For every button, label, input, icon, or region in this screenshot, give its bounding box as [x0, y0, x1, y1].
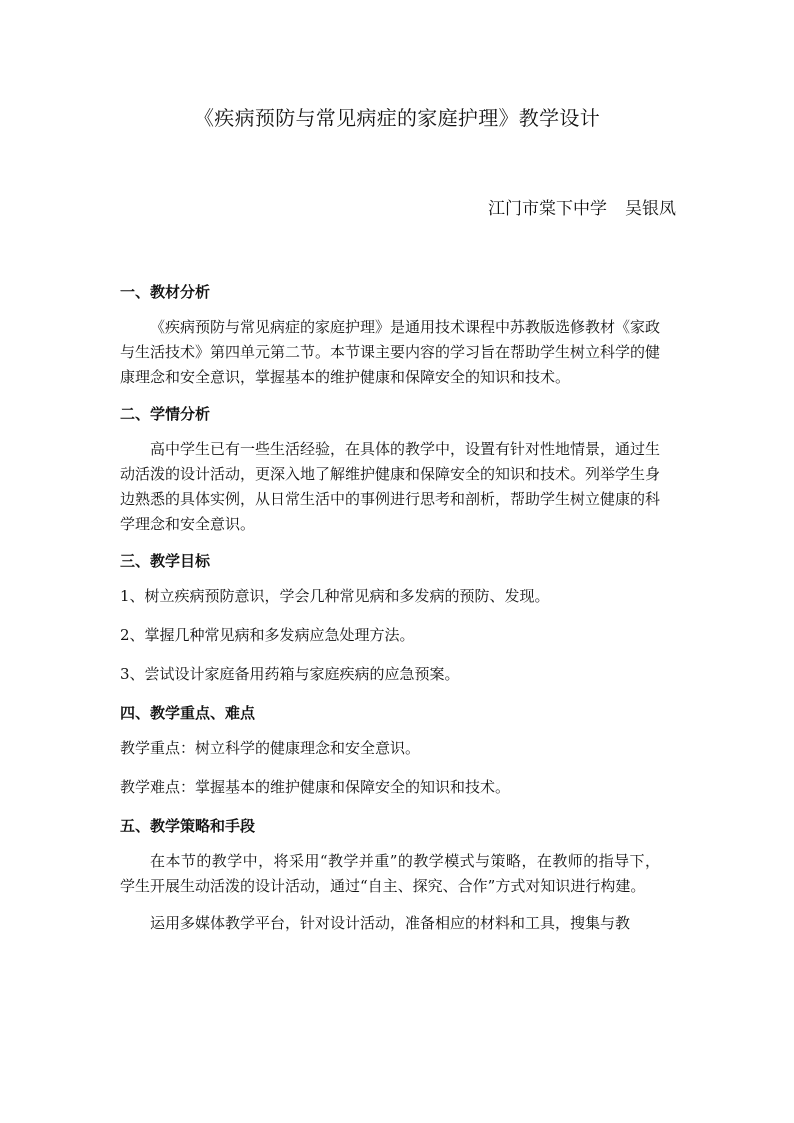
section-heading-5: 五、教学策略和手段: [120, 817, 256, 835]
key-point: 教学重点：树立科学的健康理念和安全意识。: [120, 739, 421, 757]
author-name: 吴银凤: [625, 199, 676, 219]
section-heading-2: 二、学情分析: [120, 405, 211, 423]
difficult-point: 教学难点：掌握基本的维护健康和保障安全的知识和技术。: [120, 778, 511, 796]
objective-item: 2、掌握几种常见病和多发病应急处理方法。: [120, 626, 415, 644]
section-heading-3: 三、教学目标: [120, 552, 211, 570]
document-body: [120, 280, 660, 948]
section-heading-4: 四、教学重点、难点: [120, 704, 256, 722]
page-title: 《疾病预防与常见病症的家庭护理》教学设计: [194, 106, 600, 130]
objective-item: 3、尝试设计家庭备用药箱与家庭疾病的应急预案。: [120, 665, 460, 683]
section-paragraph-5a: 在本节的教学中，将采用“教学并重”的教学模式与策略，在教师的指导下，学生开展生动活泼的设计活动，通过“自主、探究、合作”方式对知识进行构建。: [120, 852, 660, 895]
section-heading-1: 一、教材分析: [120, 283, 211, 301]
objective-item: 1、树立疾病预防意识，学会几种常见病和多发病的预防、发现。: [120, 587, 550, 605]
section-paragraph-5b: 运用多媒体教学平台，针对设计活动，准备相应的材料和工具，搜集与教: [150, 914, 631, 932]
author-line: [488, 196, 676, 222]
section-paragraph-2: 高中学生已有一些生活经验，在具体的教学中，设置有针对性地情景，通过生动活泼的设计活动，更深入地了解维护健康和保障安全的知识和技术。列举学生身边熟悉的具体实例，从日常生活中的事例进行思考和剖析，帮助学生树立健康的科学理念和安全意识。: [120, 440, 661, 533]
section-paragraph-1: 《疾病预防与常见病症的家庭护理》是通用技术课程中苏教版选修教材《家政与生活技术》第四单元第二节。本节课主要内容的学习旨在帮助学生树立科学的健康理念和安全意识，掌握基本的维护健康和保障安全的知识和技术。: [120, 318, 661, 386]
school-name: 江门市棠下中学: [488, 199, 607, 219]
